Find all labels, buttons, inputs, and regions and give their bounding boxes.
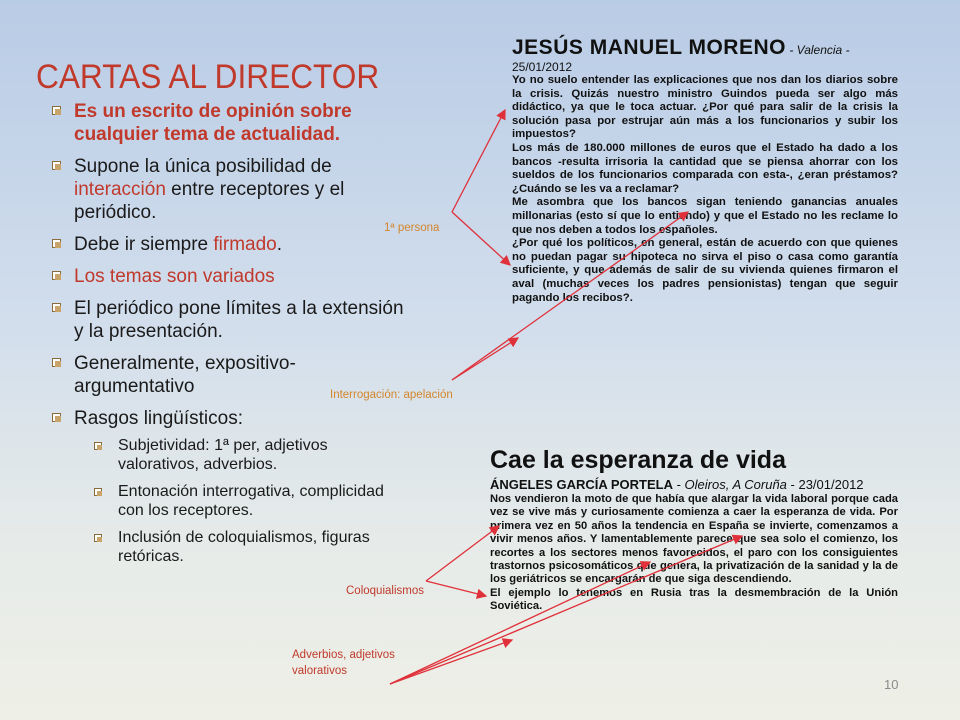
sub-bullet-list: [74, 436, 412, 566]
sub-bullet-item: [94, 436, 412, 474]
arrow-coloquialismos-2: [426, 581, 486, 596]
arrow-persona-1: [452, 110, 505, 212]
letter-body: [512, 74, 898, 305]
bullet-text: .: [276, 234, 283, 255]
square-bullet-icon: [94, 442, 102, 450]
bullet-highlight: firmado: [213, 234, 277, 255]
main-bullet-list: [52, 100, 412, 575]
bullet-text: El periódico pone límites a la extensión y la presentación.: [74, 298, 404, 342]
annotation-interrogacion: Interrogación: apelación: [330, 389, 453, 401]
annotation-coloquialismos: Coloquialismos: [346, 585, 424, 597]
letter-place: - Valencia -: [785, 43, 850, 57]
square-bullet-icon: [52, 358, 61, 367]
arrow-persona-2: [452, 212, 510, 265]
square-bullet-icon: [52, 413, 61, 422]
letter-paragraph: ¿Por qué los políticos, en general, están de acuerdo con que quienes no puedan pagar su hipoteca no sirva el piso o casa como garantía suficiente, y que además de salir de su vivienda quienes firmaron el aval (muchas veces los padres pensionistas) tengan que seguir pagando los recibos?.: [512, 237, 898, 304]
letter-moreno: [512, 36, 898, 305]
letter-paragraph: Yo no suelo entender las explicaciones que nos dan los diarios sobre la crisis. Quizás nuestro ministro Guindos pueda ser algo más didáctico, ya que le toca actuar. ¿Por qué para salir de la crisis la solución pasa por estrujar aún más a los funcionarios y subir los impuestos?: [512, 74, 898, 141]
letter-paragraph: El ejemplo lo tenemos en Rusia tras la desmembración de la Unión Soviética.: [490, 586, 898, 613]
letter-paragraph: Los más de 180.000 millones de euros que el Estado ha dado a los bancos -resulta irrisoria la cantidad que se piensa ahorrar con los sueldos de los funcionarios comparada con esta-, ¿eran préstamos? ¿Cuándo se les va a reclamar?: [512, 141, 898, 195]
bullet-text: Debe ir siempre: [74, 234, 214, 255]
sub-bullet-text: Subjetividad: 1ª per, adjetivos valorativos, adverbios.: [118, 437, 328, 473]
letter-author: JESÚS MANUEL MORENO: [512, 36, 786, 59]
square-bullet-icon: [94, 488, 102, 496]
page-number: 10: [884, 677, 899, 692]
square-bullet-icon: [52, 303, 61, 312]
sub-bullet-text: Entonación interrogativa, complicidad con los receptores.: [118, 483, 384, 519]
letter-date: 25/01/2012: [512, 60, 573, 74]
letter-paragraph: Nos vendieron la moto de que había que alargar la vida laboral porque cada vez se vive más y curiosamente comienza a caer la esperanza de vida. Por primera vez en 50 años la tendencia en España se invierte, comenzamos a vivir menos años. Y lamentablemente parece que sea solo el comienzo, los recortes a los sectores menos favorecidos, el paro con los consiguientes trastornos psicosomáticos que genera, la privatización de la sanidad y la de los geriátricos se encargarán de que siga descendiendo.: [490, 493, 898, 586]
sub-bullet-item: [94, 482, 412, 520]
bullet-highlight: interacción: [74, 179, 166, 200]
bullet-text: entre receptores y el periódico.: [74, 179, 345, 223]
letter-date: - 23/01/2012: [786, 477, 864, 492]
bullet-item: [52, 265, 412, 288]
arrow-coloquialismos-1: [426, 526, 499, 581]
bullet-item: [52, 100, 412, 146]
bullet-text: Los temas son variados: [74, 266, 275, 287]
annotation-persona: 1ª persona: [384, 222, 440, 234]
sub-bullet-item: [94, 528, 412, 566]
square-bullet-icon: [52, 161, 61, 170]
letter-garcia: [490, 446, 898, 614]
square-bullet-icon: [52, 271, 61, 280]
bullet-text: Supone la única posibilidad de: [74, 156, 332, 177]
square-bullet-icon: [94, 534, 102, 542]
bullet-text: Rasgos lingüísticos:: [74, 408, 243, 429]
letter-author: ÁNGELES GARCÍA PORTELA: [490, 477, 673, 492]
slide-title: CARTAS AL DIRECTOR: [36, 58, 380, 96]
sub-bullet-text: Inclusión de coloquialismos, figuras retóricas.: [118, 529, 370, 565]
arrow-interrogacion-2: [452, 338, 518, 380]
square-bullet-icon: [52, 239, 61, 248]
bullet-text: Es un escrito de opinión sobre cualquier tema de actualidad.: [74, 101, 352, 145]
bullet-item: [52, 297, 412, 343]
bullet-item: [52, 155, 412, 224]
bullet-item: [52, 233, 412, 256]
letter-body: [490, 493, 898, 614]
letter-title: Cae la esperanza de vida: [490, 446, 786, 474]
bullet-item: [52, 407, 412, 566]
square-bullet-icon: [52, 106, 61, 115]
letter-byline: [490, 477, 898, 492]
annotation-adverbios: Adverbios, adjetivos valorativos: [292, 649, 395, 677]
letter-paragraph: Me asombra que los bancos sigan teniendo ganancias anuales millonarias (esto sí que lo entiendo) y que el Estado no les reclame lo que nos deben a todos los españoles.: [512, 196, 898, 236]
byline-separator: -: [672, 477, 685, 492]
letter-place: Oleiros, A Coruña: [684, 477, 787, 492]
bullet-text: Generalmente, expositivo-argumentativo: [74, 353, 296, 397]
